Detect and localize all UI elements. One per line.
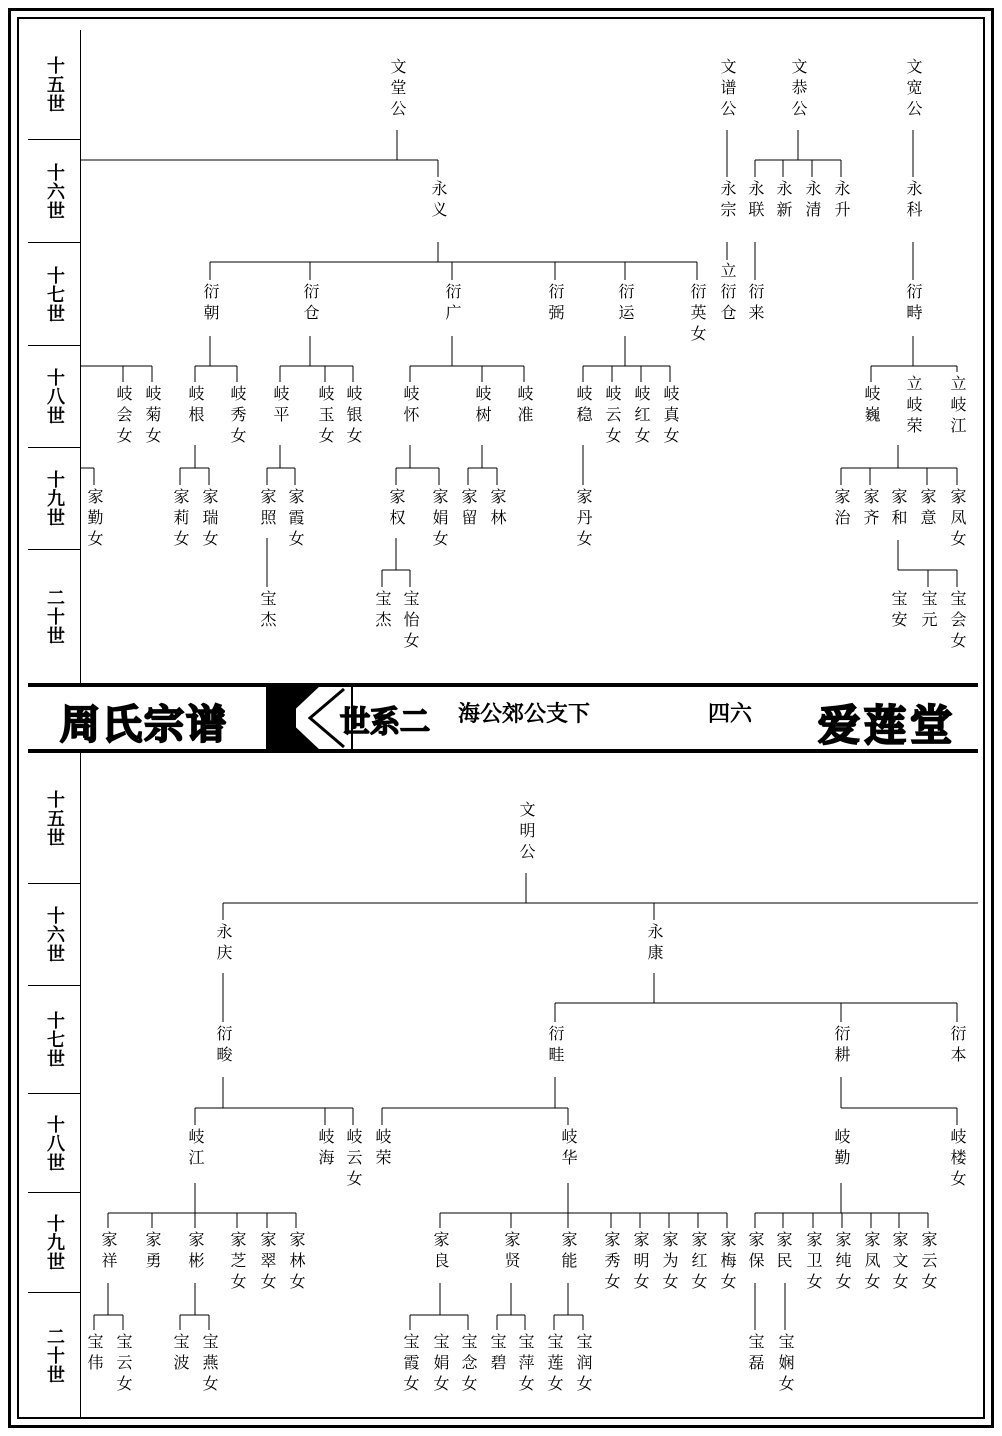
member-name: 衍运 [616, 283, 635, 325]
member-name: 岐菊女 [143, 385, 162, 448]
member-name: 家勤女 [85, 488, 104, 551]
member-name: 衍英女 [688, 283, 707, 346]
member-name: 宝燕女 [200, 1333, 219, 1396]
family-tree-bottom [80, 753, 978, 1417]
member-name: 家芝女 [228, 1231, 247, 1294]
member-name: 岐荣 [373, 1128, 392, 1170]
member-name: 家凤女 [862, 1231, 881, 1294]
bottom-gen-3 [28, 986, 80, 1094]
top-gen-2 [28, 140, 80, 243]
member-name: 衍来 [746, 283, 765, 325]
top-gen-4 [28, 346, 80, 448]
member-name: 宝霞女 [401, 1333, 420, 1396]
member-name: 宝杰 [258, 590, 277, 632]
member-name: 衍本 [948, 1025, 967, 1067]
member-name: 文宽公 [904, 58, 923, 121]
member-name: 家瑞女 [200, 488, 219, 551]
member-name: 衍广 [443, 283, 462, 325]
member-name: 家和 [889, 488, 908, 530]
member-name: 家霞女 [286, 488, 305, 551]
member-name: 岐云女 [603, 385, 622, 448]
member-name: 立岐荣 [904, 375, 923, 438]
member-name: 岐真女 [661, 385, 680, 448]
member-name: 家治 [832, 488, 851, 530]
bottom-gen-1 [28, 753, 80, 884]
member-name: 家权 [387, 488, 406, 530]
member-name: 家丹女 [574, 488, 593, 551]
family-tree-top [80, 30, 978, 683]
member-name: 家文女 [890, 1231, 909, 1294]
member-name: 宝润女 [574, 1333, 593, 1396]
member-name: 宝怡女 [401, 590, 420, 653]
member-name: 家照 [258, 488, 277, 530]
top-gen-3 [28, 243, 80, 346]
generation-label: 十五世 [44, 789, 65, 847]
generation-label: 十七世 [44, 265, 65, 323]
member-name: 衍畯 [214, 1025, 233, 1067]
member-name: 岐巍 [862, 385, 881, 427]
generation-label: 十七世 [44, 1011, 65, 1068]
genealogy-banner [28, 683, 978, 753]
generation-label: 十五世 [44, 56, 65, 113]
member-name: 家梅女 [718, 1231, 737, 1294]
top-gen-6 [28, 550, 80, 683]
member-name: 宝元 [919, 590, 938, 632]
member-name: 宝莲女 [545, 1333, 564, 1396]
member-name: 岐平 [271, 385, 290, 427]
member-name: 宝伟 [85, 1333, 104, 1375]
member-name: 岐银女 [344, 385, 363, 448]
member-name: 文恭公 [789, 58, 808, 121]
member-name: 立衍仓 [718, 262, 737, 325]
bottom-gen-5 [28, 1193, 80, 1293]
member-name: 岐准 [515, 385, 534, 427]
generation-column-top [28, 30, 81, 683]
member-name: 家娟女 [430, 488, 449, 551]
member-name: 岐楼女 [948, 1128, 967, 1191]
member-name: 家卫女 [804, 1231, 823, 1294]
member-name: 家莉女 [171, 488, 190, 551]
member-name: 永宗 [718, 180, 737, 222]
member-name: 岐树 [473, 385, 492, 427]
generation-label: 二十世 [44, 1326, 65, 1384]
member-name: 永庆 [214, 923, 233, 965]
member-name: 宝云女 [114, 1333, 133, 1396]
member-name: 家良 [431, 1231, 450, 1273]
member-name: 衍仓 [301, 283, 320, 325]
member-name: 衍畤 [904, 283, 923, 325]
member-name: 家彬 [186, 1231, 205, 1273]
member-name: 岐红女 [632, 385, 651, 448]
member-name: 岐江 [186, 1128, 205, 1170]
member-name: 立岐江 [948, 375, 967, 438]
member-name: 家明女 [631, 1231, 650, 1294]
hall-name: 爱莲堂 [818, 701, 957, 750]
generation-label: 十八世 [44, 1114, 65, 1172]
bottom-gen-2 [28, 884, 80, 986]
member-name: 岐玉女 [316, 385, 335, 448]
member-name: 岐根 [186, 385, 205, 427]
page-number: 四六 [708, 701, 753, 727]
member-name: 宝会女 [948, 590, 967, 653]
member-name: 岐会女 [114, 385, 133, 448]
member-name: 衍畦 [546, 1025, 565, 1067]
book-title: 周氏宗谱 [60, 701, 228, 748]
member-name: 宝萍女 [516, 1333, 535, 1396]
member-name: 永新 [774, 180, 793, 222]
member-name: 家凤女 [948, 488, 967, 551]
member-name: 家保 [746, 1231, 765, 1273]
member-name: 宝娟女 [431, 1333, 450, 1396]
member-name: 永联 [746, 180, 765, 222]
member-name: 岐秀女 [228, 385, 247, 448]
generation-label: 十六世 [44, 906, 65, 963]
member-name: 宝杰 [373, 590, 392, 632]
member-name: 岐云女 [344, 1128, 363, 1191]
member-name: 家意 [918, 488, 937, 530]
member-name: 衍朝 [201, 283, 220, 325]
member-name: 岐华 [559, 1128, 578, 1170]
member-name: 家纯女 [833, 1231, 852, 1294]
bottom-gen-6 [28, 1293, 80, 1417]
member-name: 家齐 [861, 488, 880, 530]
member-name: 宝娴女 [776, 1333, 795, 1396]
member-name: 永清 [803, 180, 822, 222]
member-name: 衍弼 [546, 283, 565, 325]
member-name: 衍耕 [832, 1025, 851, 1067]
member-name: 宝波 [171, 1333, 190, 1375]
generation-label: 十八世 [44, 368, 65, 425]
member-name: 永科 [904, 180, 923, 222]
member-name: 岐怀 [401, 385, 420, 427]
member-name: 家林 [488, 488, 507, 530]
member-name: 家勇 [143, 1231, 162, 1273]
member-name: 宝安 [889, 590, 908, 632]
member-name: 家为女 [660, 1231, 679, 1294]
generation-label: 十六世 [44, 162, 65, 220]
bottom-gen-4 [28, 1094, 80, 1193]
member-name: 家林女 [287, 1231, 306, 1294]
member-name: 宝念女 [459, 1333, 478, 1396]
generation-label: 二十世 [44, 588, 65, 645]
member-name: 宝磊 [746, 1333, 765, 1375]
generation-label: 十九世 [44, 470, 65, 527]
top-gen-5 [28, 448, 80, 550]
member-name: 永升 [832, 180, 851, 222]
member-name: 家祥 [99, 1231, 118, 1273]
member-name: 文明公 [517, 801, 536, 864]
member-name: 文堂公 [388, 58, 407, 121]
member-name: 家民 [774, 1231, 793, 1273]
member-name: 永康 [645, 923, 664, 965]
member-name: 家翠女 [258, 1231, 277, 1294]
member-name: 家贤 [502, 1231, 521, 1273]
top-gen-1 [28, 30, 80, 140]
member-name: 岐稳 [574, 385, 593, 427]
member-name: 宝碧 [488, 1333, 507, 1375]
section-label: 世系二 [340, 705, 430, 740]
member-name: 家能 [559, 1231, 578, 1273]
generation-column-bottom [28, 753, 81, 1417]
top-connector-lines [80, 30, 978, 683]
member-name: 岐海 [316, 1128, 335, 1170]
member-name: 家留 [459, 488, 478, 530]
member-name: 永义 [429, 180, 448, 222]
member-name: 家红女 [689, 1231, 708, 1294]
member-name: 文谱公 [718, 58, 737, 121]
member-name: 岐勤 [832, 1128, 851, 1170]
generation-label: 十九世 [44, 1214, 65, 1271]
branch-label: 海公郊公支下 [458, 701, 591, 727]
member-name: 家云女 [919, 1231, 938, 1294]
member-name: 家秀女 [602, 1231, 621, 1294]
